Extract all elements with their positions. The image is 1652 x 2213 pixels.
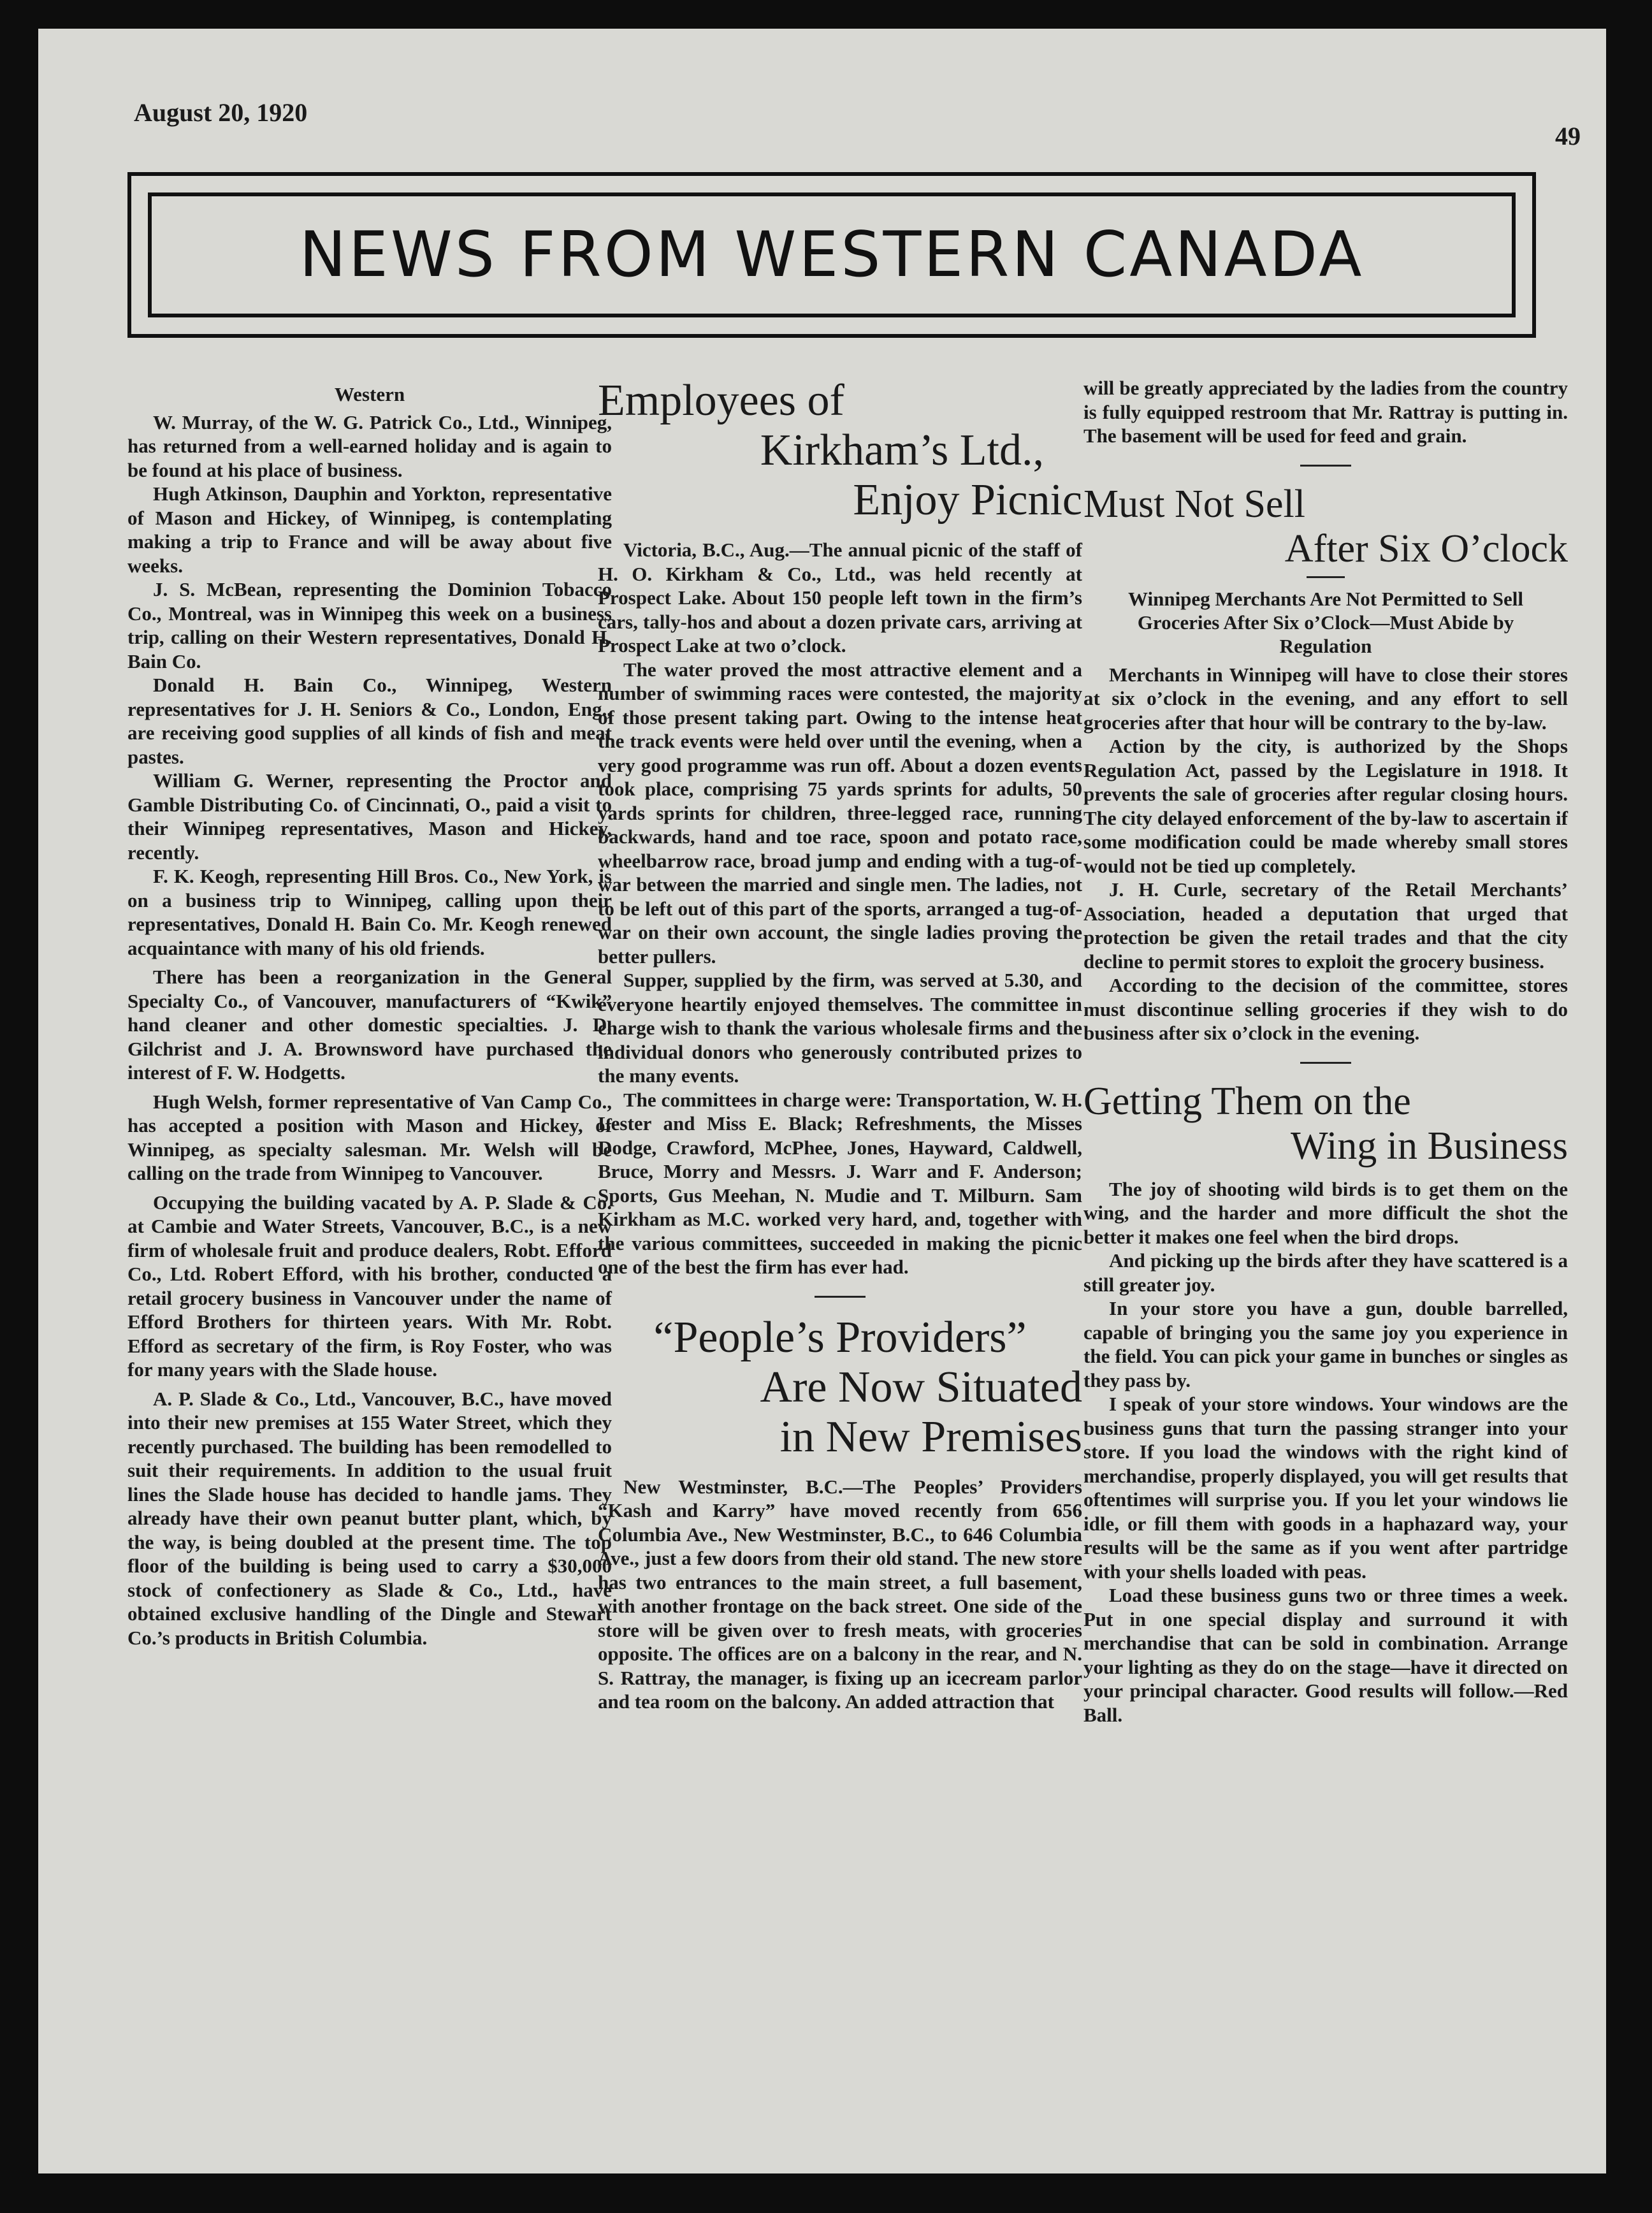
story-paragraph: And picking up the birds after they have scattered is a still greater joy. [1083, 1249, 1568, 1296]
story-paragraph: The joy of shooting wild birds is to get them on the wing, and the harder and more difficult the shot the better it makes one feel when the bird drops. [1083, 1177, 1568, 1248]
news-item: J. S. McBean, representing the Dominion Tobacco Co., Montreal, was in Winnipeg this week on a business trip, calling on their Western representatives, Donald H. Bain Co. [127, 578, 612, 672]
story-paragraph: The water proved the most attractive element and a number of swimming races were contested, the majority of those present taking part. Owing to the intense heat the track events were held over until the evening, when a very good programme was run off. About a dozen events took place, comprising 75 yards sprints for adults, 50 yards sprints for children, three-legged race, running backwards, hand and toe race, spoon and potato race, wheelbarrow race, broad jump and ending with a tug-of-war between the married and single men. The ladies, not to be left out of this part of the sports, arranged a tug-of-war on their own account, the single ladies proving the better pullers. [598, 658, 1082, 968]
news-item: Donald H. Bain Co., Winnipeg, Western representatives for J. H. Seniors & Co., London, Eng., are receiving good supplies of all kinds of fish and meat pastes. [127, 674, 612, 768]
news-item: William G. Werner, representing the Proctor and Gamble Distributing Co. of Cincinnati, O., paid a visit to their Winnipeg representatives, Mason and Hickey, recently. [127, 769, 612, 864]
news-item: F. K. Keogh, representing Hill Bros. Co., New York, is on a business trip to Winnipeg, calling upon their representatives, Donald H. Bain Co. Mr. Keogh renewed acquaintance with many of his old friends. [127, 865, 612, 959]
headline-line: Wing in Business [1291, 1124, 1568, 1168]
column-rule [815, 1296, 866, 1298]
headline-line: “People’s Providers” [653, 1312, 1027, 1362]
headline-line: Kirkham’s Ltd., [760, 426, 1044, 475]
news-item: Hugh Welsh, former representative of Van Camp Co., has accepted a position with Mason and Hickey, of Winnipeg, as specialty salesman. Mr. Welsh will be calling on the trade from Winnipeg to Vancouver. [127, 1090, 612, 1184]
story-paragraph: The committees in charge were: Transportation, W. H. Lester and Miss E. Black; Refreshments, the Misses Dodge, Crawford, McPhee, Jones, Hayward, Caldwell, Bruce, Morry and Messrs. J. Warr and F. Anderson; Sports, Gus Meehan, N. Mudie and T. Milburn. Sam Kirkham as M.C. worked very hard, and, together with the various committees, succeeded in making the picnic one of the best the firm has ever had. [598, 1088, 1082, 1278]
story-paragraph: I speak of your store windows. Your windows are the business guns that turn the passing stranger into your store. If you load the windows with the right kind of merchandise, properly displayed, you will get results that oftentimes will surprise you. If you let your windows lie idle, or fill them with goods in a haphazard way, your results will be the same as if you went after partridge with your shells loaded with peas. [1083, 1393, 1568, 1583]
headline-line: Must Not Sell [1083, 482, 1305, 526]
column-rule [1300, 1062, 1351, 1064]
story-paragraph: Supper, supplied by the firm, was served at 5.30, and everyone heartily enjoyed themselves. The committee in charge wish to thank the various wholesale firms and the individual donors who generously contributed prizes to the many events. [598, 969, 1082, 1087]
story-paragraph: Load these business guns two or three times a week. Put in one special display and surround it with merchandise that can be sold in combination. Arrange your lighting as they do on the stage—have it directed on your principal character. Good results will follow.—Red Ball. [1083, 1584, 1568, 1726]
headline-kirkham-picnic [598, 376, 1082, 525]
masthead-inner-border [148, 192, 1516, 317]
column-winnipeg-news [1083, 376, 1568, 1727]
story-paragraph: Merchants in Winnipeg will have to close their stores at six o’clock in the evening, and any effort to sell groceries after that hour will be contrary to the by-law. [1083, 663, 1568, 734]
news-item: There has been a reorganization in the General Specialty Co., of Vancouver, manufacturers of “Kwik” hand cleaner and other domestic specialties. J. D. Gilchrist and J. A. Brownsword have purchased the interest of F. W. Hodgetts. [127, 966, 612, 1084]
headline-line: Are Now Situated [760, 1362, 1082, 1412]
news-item: Occupying the building vacated by A. P. Slade & Co. at Cambie and Water Streets, Vancouver, B.C., is a new firm of wholesale fruit and produce dealers, Robt. Efford Co., Ltd. Robert Efford, with his brother, conducted a retail grocery business in Vancouver under the name of Efford Brothers for thirteen years. With Mr. Robt. Efford as secretary of the firm, is Roy Foster, who was for many years with the Slade house. [127, 1191, 612, 1381]
news-item: Hugh Atkinson, Dauphin and Yorkton, representative of Mason and Hickey, of Winnipeg, is contemplating making a trip to France and will be away about five weeks. [127, 483, 612, 577]
column-western-news [127, 382, 612, 1650]
column-rule [1307, 576, 1345, 578]
headline-getting-them [1083, 1079, 1568, 1168]
headline-line: in New Premises [779, 1412, 1082, 1462]
column-kirkham-picnic [598, 376, 1082, 1714]
subheadline: Winnipeg Merchants Are Not Permitted to Sell Groceries After Six o’Clock—Must Abide by Regulation [1128, 587, 1523, 657]
story-paragraph: According to the decision of the committee, stores must discontinue selling groceries if they wish to do business after six o’clock in the evening. [1083, 974, 1568, 1044]
section-masthead [127, 172, 1536, 338]
magazine-page [38, 29, 1606, 2173]
section-title: NEWS FROM WESTERN CANADA [299, 219, 1365, 291]
story-paragraph: Action by the city, is authorized by the Shops Regulation Act, passed by the Legislature in 1918. It prevents the sale of groceries after regular closing hours. The city delayed enforcement of the by-law to ascertain if some modification could be made whereby small stores would not be tied up completely. [1083, 735, 1568, 877]
story-paragraph: Victoria, B.C., Aug.—The annual picnic of the staff of H. O. Kirkham & Co., Ltd., was held recently at Prospect Lake. About 150 people left town in the firm’s cars, tally-hos and about a dozen private cars, arriving at Prospect Lake at two o’clock. [598, 539, 1082, 657]
story-paragraph: In your store you have a gun, double barrelled, capable of bringing you the same joy you experience in the field. You can pick your game in bunches or singles as they pass by. [1083, 1297, 1568, 1391]
section-kicker: Western [334, 383, 405, 405]
issue-date: August 20, 1920 [134, 98, 308, 127]
news-item: W. Murray, of the W. G. Patrick Co., Ltd., Winnipeg, has returned from a well-earned holiday and is again to be found at his place of business. [127, 410, 612, 481]
headline-line: Getting Them on the [1083, 1079, 1411, 1123]
headline-must-not-sell [1083, 482, 1568, 571]
story-paragraph: New Westminster, B.C.—The Peoples’ Providers “Kash and Karry” have moved recently from 656 Columbia Ave., New Westminster, B.C., to 646 Columbia Ave., just a few doors from their old stand. The new store has two entrances to the main street, a full basement, with another frontage on the back street. One side of the store will be given over to fresh meats, with groceries opposite. The offices are on a balcony in the rear, and N. S. Rattray, the manager, is fixing up an icecream parlor and tea room on the balcony. An added attraction that [598, 1475, 1082, 1713]
column-rule [1300, 465, 1351, 467]
continued-paragraph: will be greatly appreciated by the ladies from the country is fully equipped restroom that Mr. Rattray is putting in. The basement will be used for feed and grain. [1083, 377, 1568, 447]
story-paragraph: J. H. Curle, secretary of the Retail Merchants’ Association, headed a deputation that urged that protection be given the retail trades and that the city decline to permit stores to exploit the grocery business. [1083, 878, 1568, 973]
page-number: 49 [1555, 122, 1581, 150]
headline-line: Enjoy Picnic [853, 475, 1082, 525]
news-item: A. P. Slade & Co., Ltd., Vancouver, B.C., have moved into their new premises at 155 Water Street, which they recently purchased. The building has been remodelled to suit their requirements. In addition to the usual fruit lines the Slade house has decided to handle jams. They already have their own peanut butter plant, which, by the way, is being doubled at the present time. The top floor of the building is being used to carry a $30,000 stock of confectionery as Slade & Co., Ltd., have obtained exclusive handling of the Dingle and Stewart Co.’s products in British Columbia. [127, 1387, 612, 1649]
headline-peoples-providers [598, 1313, 1082, 1462]
headline-line: Employees of [598, 376, 844, 425]
headline-line: After Six O’clock [1284, 526, 1568, 570]
